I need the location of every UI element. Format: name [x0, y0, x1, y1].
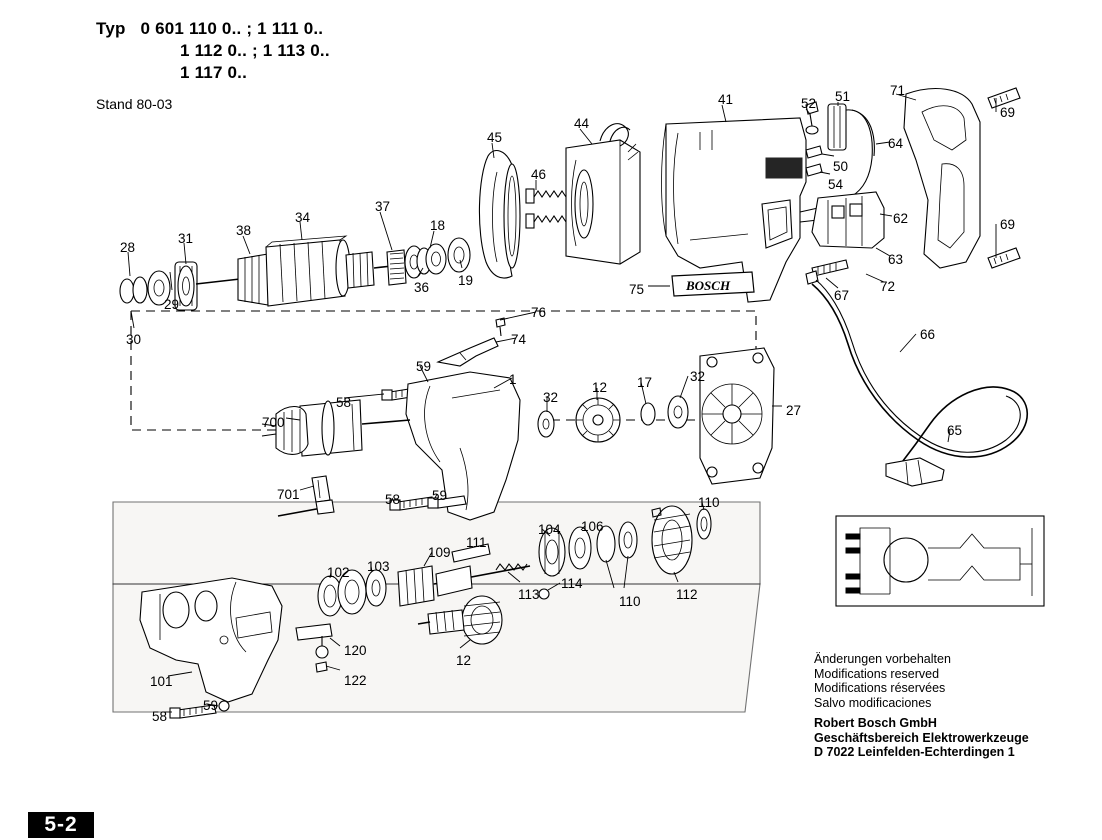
callout-50: 50 — [833, 159, 849, 174]
title-line-2: 1 112 0.. ; 1 113 0.. — [180, 41, 330, 60]
callout-38: 38 — [236, 223, 252, 238]
title-line-3: 1 117 0.. — [180, 63, 248, 82]
callout-19: 19 — [458, 273, 474, 288]
callout-72: 72 — [880, 279, 896, 294]
notice-de: Änderungen vorbehalten — [814, 652, 951, 666]
callout-37: 37 — [375, 199, 391, 214]
revision-date: Stand 80-03 — [96, 96, 173, 112]
callout-71: 71 — [890, 83, 906, 98]
power-cord-66 — [812, 284, 1027, 470]
auxiliary-handle-71 — [904, 89, 980, 268]
bosch-plate-text: BOSCH — [686, 278, 731, 293]
callout-75: 75 — [629, 282, 645, 297]
notice-fr: Modifications réservées — [814, 681, 946, 695]
callout-110-bottom: 110 — [619, 594, 641, 609]
callout-29: 29 — [164, 297, 180, 312]
callout-41: 41 — [718, 92, 734, 107]
callout-104: 104 — [538, 522, 561, 537]
callout-122: 122 — [344, 673, 367, 688]
callout-103: 103 — [367, 559, 390, 574]
callout-59-bottom: 59 — [203, 698, 219, 713]
company-name: Robert Bosch GmbH — [814, 716, 937, 730]
company-address — [814, 716, 1029, 760]
callout-112: 112 — [676, 587, 698, 602]
callout-74: 74 — [511, 332, 527, 347]
gear-12-upper — [576, 398, 620, 442]
page-number-badge: 5-2 — [28, 812, 94, 838]
gear-12-lower — [462, 596, 502, 644]
callout-110-top: 110 — [698, 495, 720, 510]
callout-31: 31 — [178, 231, 194, 246]
callout-1: 1 — [509, 372, 517, 387]
callout-51: 51 — [835, 89, 851, 104]
callout-64: 64 — [888, 136, 904, 151]
title-type-prefix: Typ — [96, 19, 126, 38]
callout-113: 113 — [518, 587, 540, 602]
callout-54: 54 — [828, 177, 844, 192]
callout-65: 65 — [947, 423, 963, 438]
callout-17: 17 — [637, 375, 653, 390]
callout-111: 111 — [466, 535, 487, 550]
callout-18: 18 — [430, 218, 446, 233]
gear-112 — [652, 506, 692, 574]
callout-44: 44 — [574, 116, 590, 131]
callout-58-mid: 58 — [385, 492, 401, 507]
callout-63: 63 — [888, 252, 904, 267]
callout-34: 34 — [295, 210, 311, 225]
callout-59-mid: 59 — [432, 488, 448, 503]
callout-12-upper: 12 — [592, 380, 608, 395]
company-division: Geschäftsbereich Elektrowerkzeuge — [814, 730, 1029, 745]
notice-es: Salvo modificaciones — [814, 695, 932, 710]
callout-45: 45 — [487, 130, 503, 145]
callout-46: 46 — [531, 167, 547, 182]
callout-52: 52 — [801, 96, 817, 111]
callout-32-right: 32 — [690, 369, 706, 384]
callout-120: 120 — [344, 643, 367, 658]
callout-62: 62 — [893, 211, 909, 226]
callout-58-bottom: 58 — [152, 709, 168, 724]
callout-69-top: 69 — [1000, 105, 1016, 120]
callout-12-lower: 12 — [456, 653, 472, 668]
callout-32-left: 32 — [543, 390, 559, 405]
callout-106: 106 — [581, 519, 604, 534]
callout-66: 66 — [920, 327, 936, 342]
callout-67: 67 — [834, 288, 850, 303]
callout-58-upper: 58 — [336, 395, 352, 410]
company-location: D 7022 Leinfelden-Echterdingen 1 — [814, 745, 1015, 759]
callout-76: 76 — [531, 305, 547, 320]
callout-701: 701 — [277, 487, 300, 502]
modifications-notice — [814, 652, 951, 710]
callout-114: 114 — [561, 576, 583, 591]
callout-102: 102 — [327, 565, 350, 580]
callout-69-bottom: 69 — [1000, 217, 1016, 232]
callout-27: 27 — [786, 403, 802, 418]
notice-en: Modifications reserved — [814, 666, 940, 681]
callout-30: 30 — [126, 332, 142, 347]
callout-59-upper: 59 — [416, 359, 432, 374]
title-type-numbers-1: 0 601 110 0.. ; 1 111 0.. — [140, 19, 324, 38]
callout-700: 700 — [262, 415, 285, 430]
callout-101: 101 — [150, 674, 173, 689]
callout-36: 36 — [414, 280, 430, 295]
wiring-schematic — [836, 516, 1044, 606]
callout-109: 109 — [428, 545, 451, 560]
callout-28: 28 — [120, 240, 136, 255]
